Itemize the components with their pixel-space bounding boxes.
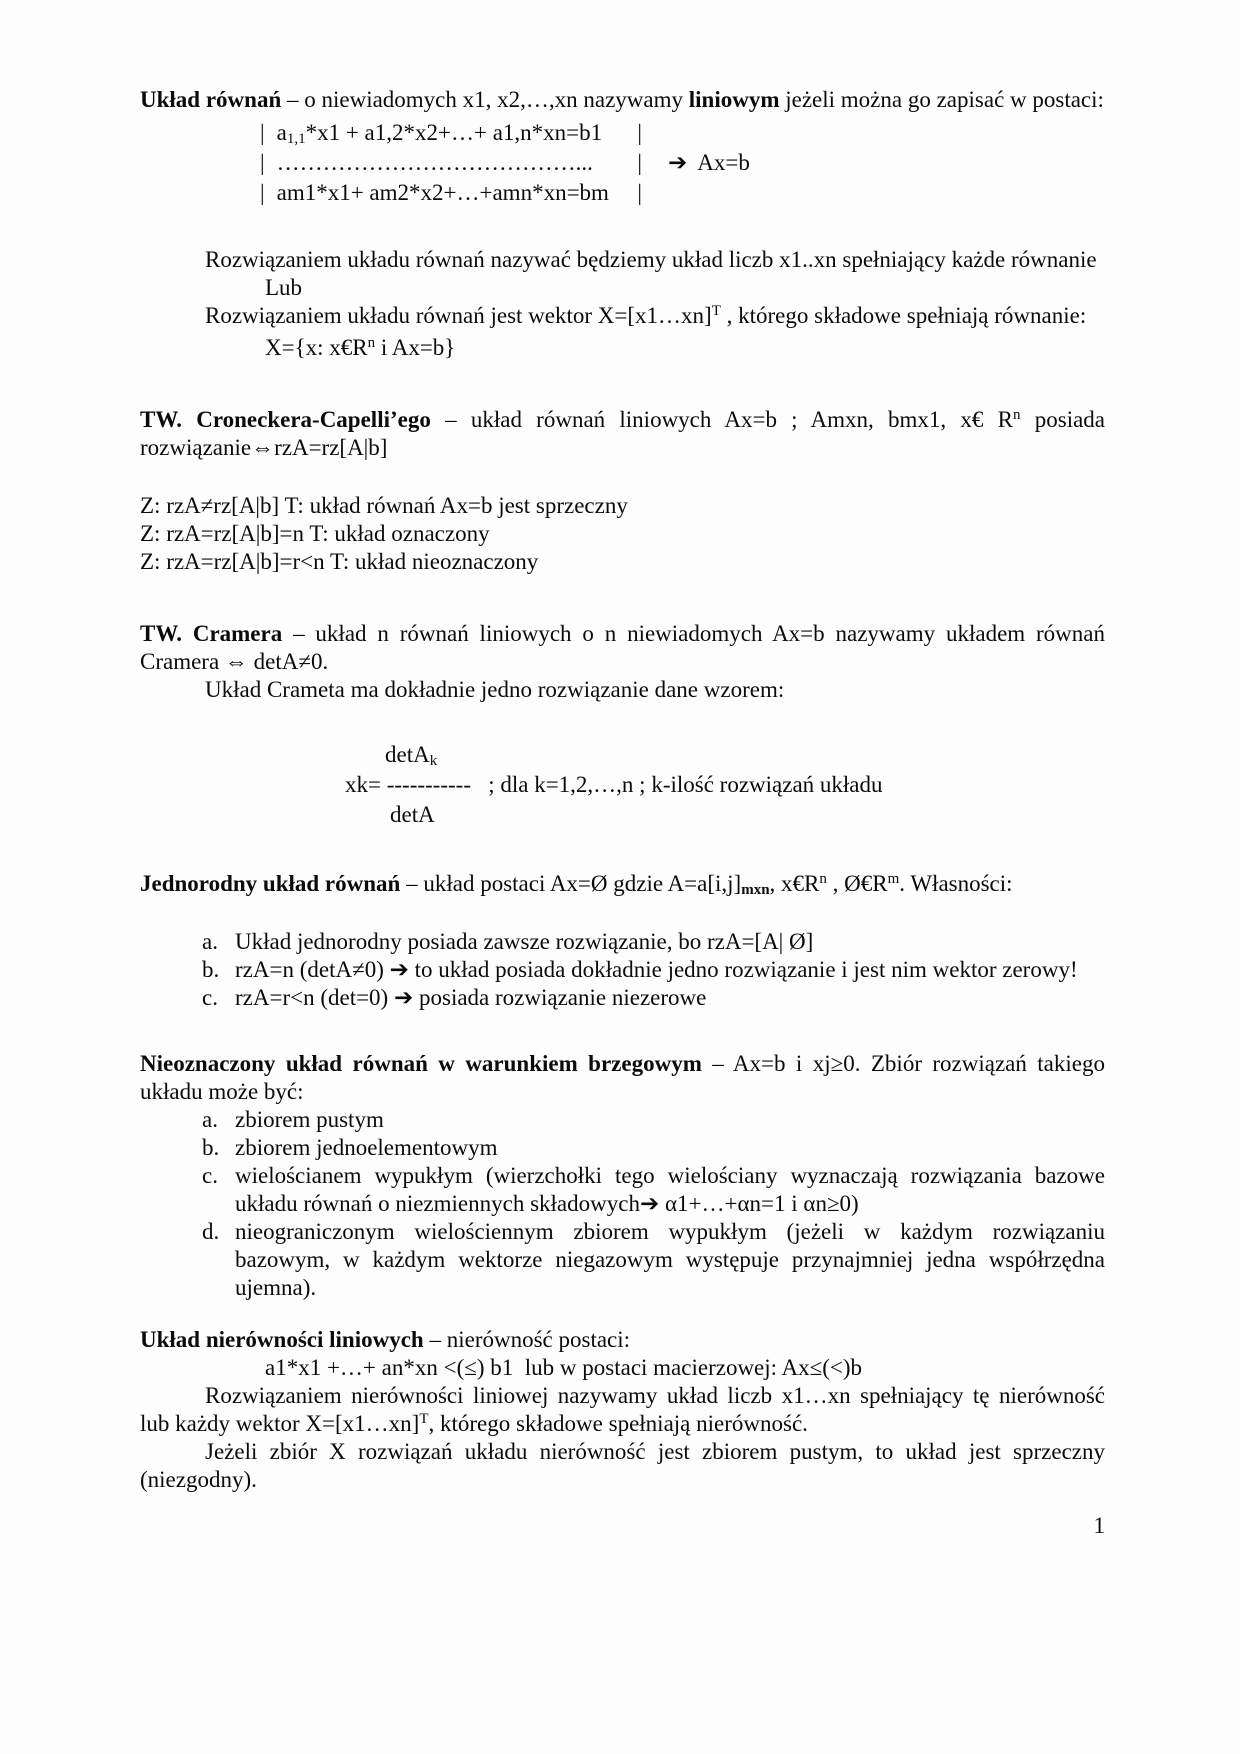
kronecker-capelli-paragraph — [140, 406, 1105, 462]
homogeneous-list — [140, 928, 1105, 1012]
inequality-paragraph — [140, 1326, 1105, 1354]
list-item-text: nieograniczonym wielościennym zbiorem wypukłym (jeżeli w każdym rozwiązaniu bazowym, w każdym wektorze niegazowym występuje przynajmniej jedna współrzędna ujemna). — [235, 1219, 1105, 1300]
inequality-heading: Układ nierówności liniowych — [140, 1327, 424, 1352]
homogeneous-heading: Jednorodny układ równań — [140, 871, 401, 896]
z-t-line-1: Z: rzA≠rz[A|b] T: układ równań Ax=b jest sprzeczny — [140, 493, 628, 518]
list-item-a — [140, 1106, 1105, 1134]
matrix-form-result — [668, 149, 750, 177]
text-run: , x€R — [769, 871, 820, 896]
solution-set-line — [140, 334, 1105, 362]
matrix-row-text: am1*x1+ am2*x2+…+amn*xn=bm — [276, 180, 609, 205]
list-item-d — [140, 1218, 1105, 1302]
bold-term-liniowym: liniowym — [688, 87, 780, 112]
matrix-row-3 — [260, 178, 642, 208]
text-run: X={x: x€R — [265, 335, 368, 360]
text-run: Rozwiązaniem układu równań jest wektor X=[x1…xn] — [205, 303, 712, 328]
cramer-formula — [140, 740, 1105, 830]
matrix-row-2 — [260, 148, 642, 178]
boundary-paragraph — [140, 1050, 1105, 1106]
arrow-right-icon: ➔ — [393, 985, 414, 1011]
formula-numerator — [140, 740, 1105, 770]
equation-system — [260, 118, 1105, 208]
text-run: wielościanem wypukłym (wierzchołki tego wielościany wyznaczają rozwiązania bazowe układu równań o niezmiennych składowych — [235, 1163, 1105, 1216]
list-marker: a. — [202, 929, 218, 954]
cramer-paragraph — [140, 620, 1105, 676]
text-run: – układ postaci Ax=Ø gdzie A=a[i,j] — [400, 871, 742, 896]
z-t-line-3: Z: rzA=rz[A|b]=r<n T: układ nieoznaczony — [140, 549, 539, 574]
text-run: α1+…+αn=1 i αn≥0) — [659, 1191, 859, 1216]
list-marker: c. — [202, 1163, 218, 1188]
list-item-text: Układ jednorodny posiada zawsze rozwiązanie, bo rzA=[A| Ø] — [235, 929, 814, 954]
list-item-text: zbiorem jednoelementowym — [235, 1135, 498, 1160]
text-run: to układ posiada dokładnie jedno rozwiązanie i jest nim wektor zerowy! — [408, 957, 1078, 982]
superscript-run: T — [711, 303, 721, 319]
z-t-block — [140, 492, 1105, 576]
subscript-run: 1,1 — [286, 131, 306, 147]
text-run: , Ø€R — [826, 871, 888, 896]
list-item-c — [140, 1162, 1105, 1218]
matrix-delimiter-bar: | — [260, 150, 265, 175]
arrow-right-icon: ➔ — [389, 957, 409, 983]
superscript-run: n — [819, 871, 827, 887]
solution-definition-paragraph: Rozwiązaniem układu równań nazywać będziemy układ liczb x1..xn spełniający każde równanie — [205, 247, 1097, 272]
matrix-row-1 — [260, 118, 642, 148]
superscript-run: m — [887, 871, 900, 887]
document-content — [140, 86, 1105, 1540]
text-run: – o niewiadomych x1, x2,…,xn nazywamy — [281, 87, 689, 112]
text-run: posiada rozwiązanie⇔rzA=rz[A|b] — [140, 407, 1105, 460]
superscript-run: T — [419, 1411, 429, 1427]
lub-line: Lub — [265, 275, 303, 300]
arrow-right-icon: ➔ — [668, 150, 688, 176]
text-run: detA — [385, 742, 430, 767]
subscript-run: k — [429, 753, 438, 769]
matrix-delimiter-bar: | — [637, 120, 642, 145]
matrix-delimiter-bar: | — [260, 120, 265, 145]
list-item-text — [235, 1162, 1105, 1218]
list-marker: b. — [202, 1135, 220, 1160]
text-run: – układ równań liniowych Ax=b ; Amxn, bmx1, x€ R — [430, 407, 1013, 432]
superscript-run: n — [367, 335, 376, 351]
subscript-run: mxn — [741, 882, 770, 898]
list-item-a — [140, 928, 1105, 956]
matrix-row-text: …………………………………... — [276, 150, 593, 175]
list-marker: a. — [202, 1107, 218, 1132]
matrix-form-text: Ax=b — [697, 150, 750, 175]
matrix-delimiter-bar: | — [637, 180, 642, 205]
text-run: – Ax=b i xj≥0. Zbiór rozwiązań takiego układu może być: — [140, 1051, 1105, 1104]
cramer-heading: TW. Cramera — [140, 621, 283, 646]
list-item-text — [235, 956, 1105, 984]
cramer-note: Układ Crameta ma dokładnie jedno rozwiązanie dane wzorem: — [205, 677, 785, 702]
text-run: Rozwiązaniem nierówności liniowej nazywamy układ liczb x1…xn spełniający tę nierówność lub każdy wektor X=[x1…xn] — [140, 1383, 1105, 1436]
boundary-heading: Nieoznaczony układ równań w warunkiem brzegowym — [140, 1051, 702, 1076]
kronecker-capelli-heading: TW. Croneckera-Capelli’ego — [140, 407, 431, 432]
text-run: rzA=n (detA≠0) — [235, 957, 390, 982]
inequality-formula-line: a1*x1 +…+ an*xn <(≤) b1 lub w postaci macierzowej: Ax≤(<)b — [265, 1355, 863, 1380]
text-run: i Ax=b} — [375, 335, 456, 360]
list-marker: c. — [202, 985, 218, 1010]
boundary-list — [140, 1106, 1105, 1302]
text-run: a — [276, 120, 287, 145]
text-run: jeżeli można go zapisać w postaci: — [779, 87, 1104, 112]
z-t-line-2: Z: rzA=rz[A|b]=n T: układ oznaczony — [140, 521, 490, 546]
list-marker: b. — [202, 957, 220, 982]
text-run: , którego składowe spełniają nierówność. — [428, 1411, 808, 1436]
superscript-run: n — [1013, 407, 1021, 423]
list-item-text — [235, 984, 1105, 1012]
equation-matrix — [260, 118, 642, 208]
text-run: . Własności: — [899, 871, 1013, 896]
matrix-delimiter-bar: | — [637, 150, 642, 175]
list-item-c — [140, 984, 1105, 1012]
text-run: – układ n równań liniowych o n niewiadomych Ax=b nazywamy układem równań Cramera ⇔ detA≠0. — [140, 621, 1106, 674]
page-number: 1 — [1093, 1513, 1105, 1538]
text-run: *x1 + a1,2*x2+…+ a1,n*xn=b1 — [305, 120, 603, 145]
intro-heading: Układ równań — [140, 87, 282, 112]
inequality-empty-set-paragraph: Jeżeli zbiór X rozwiązań układu nierówność jest zbiorem pustym, to układ jest sprzeczny (niezgodny). — [140, 1439, 1105, 1492]
formula-denominator: detA — [390, 802, 435, 827]
text-run: – nierówność postaci: — [423, 1327, 631, 1352]
matrix-delimiter-bar: | — [260, 180, 265, 205]
solution-vector-paragraph — [140, 302, 1105, 330]
text-run: , którego składowe spełniają równanie: — [720, 303, 1087, 328]
matrix-row-text — [265, 118, 638, 148]
formula-main-line: xk= ----------- ; dla k=1,2,…,n ; k-ilość rozwiązań układu — [345, 772, 883, 797]
arrow-right-icon: ➔ — [639, 1191, 660, 1217]
list-item-text: zbiorem pustym — [235, 1107, 384, 1132]
intro-paragraph — [140, 86, 1105, 114]
text-run: posiada rozwiązanie niezerowe — [413, 985, 707, 1010]
text-run: rzA=r<n (det=0) — [235, 985, 394, 1010]
list-marker: d. — [202, 1219, 220, 1244]
inequality-solution-paragraph — [140, 1382, 1105, 1438]
homogeneous-paragraph — [140, 870, 1105, 898]
list-item-b — [140, 956, 1105, 984]
list-item-b — [140, 1134, 1105, 1162]
